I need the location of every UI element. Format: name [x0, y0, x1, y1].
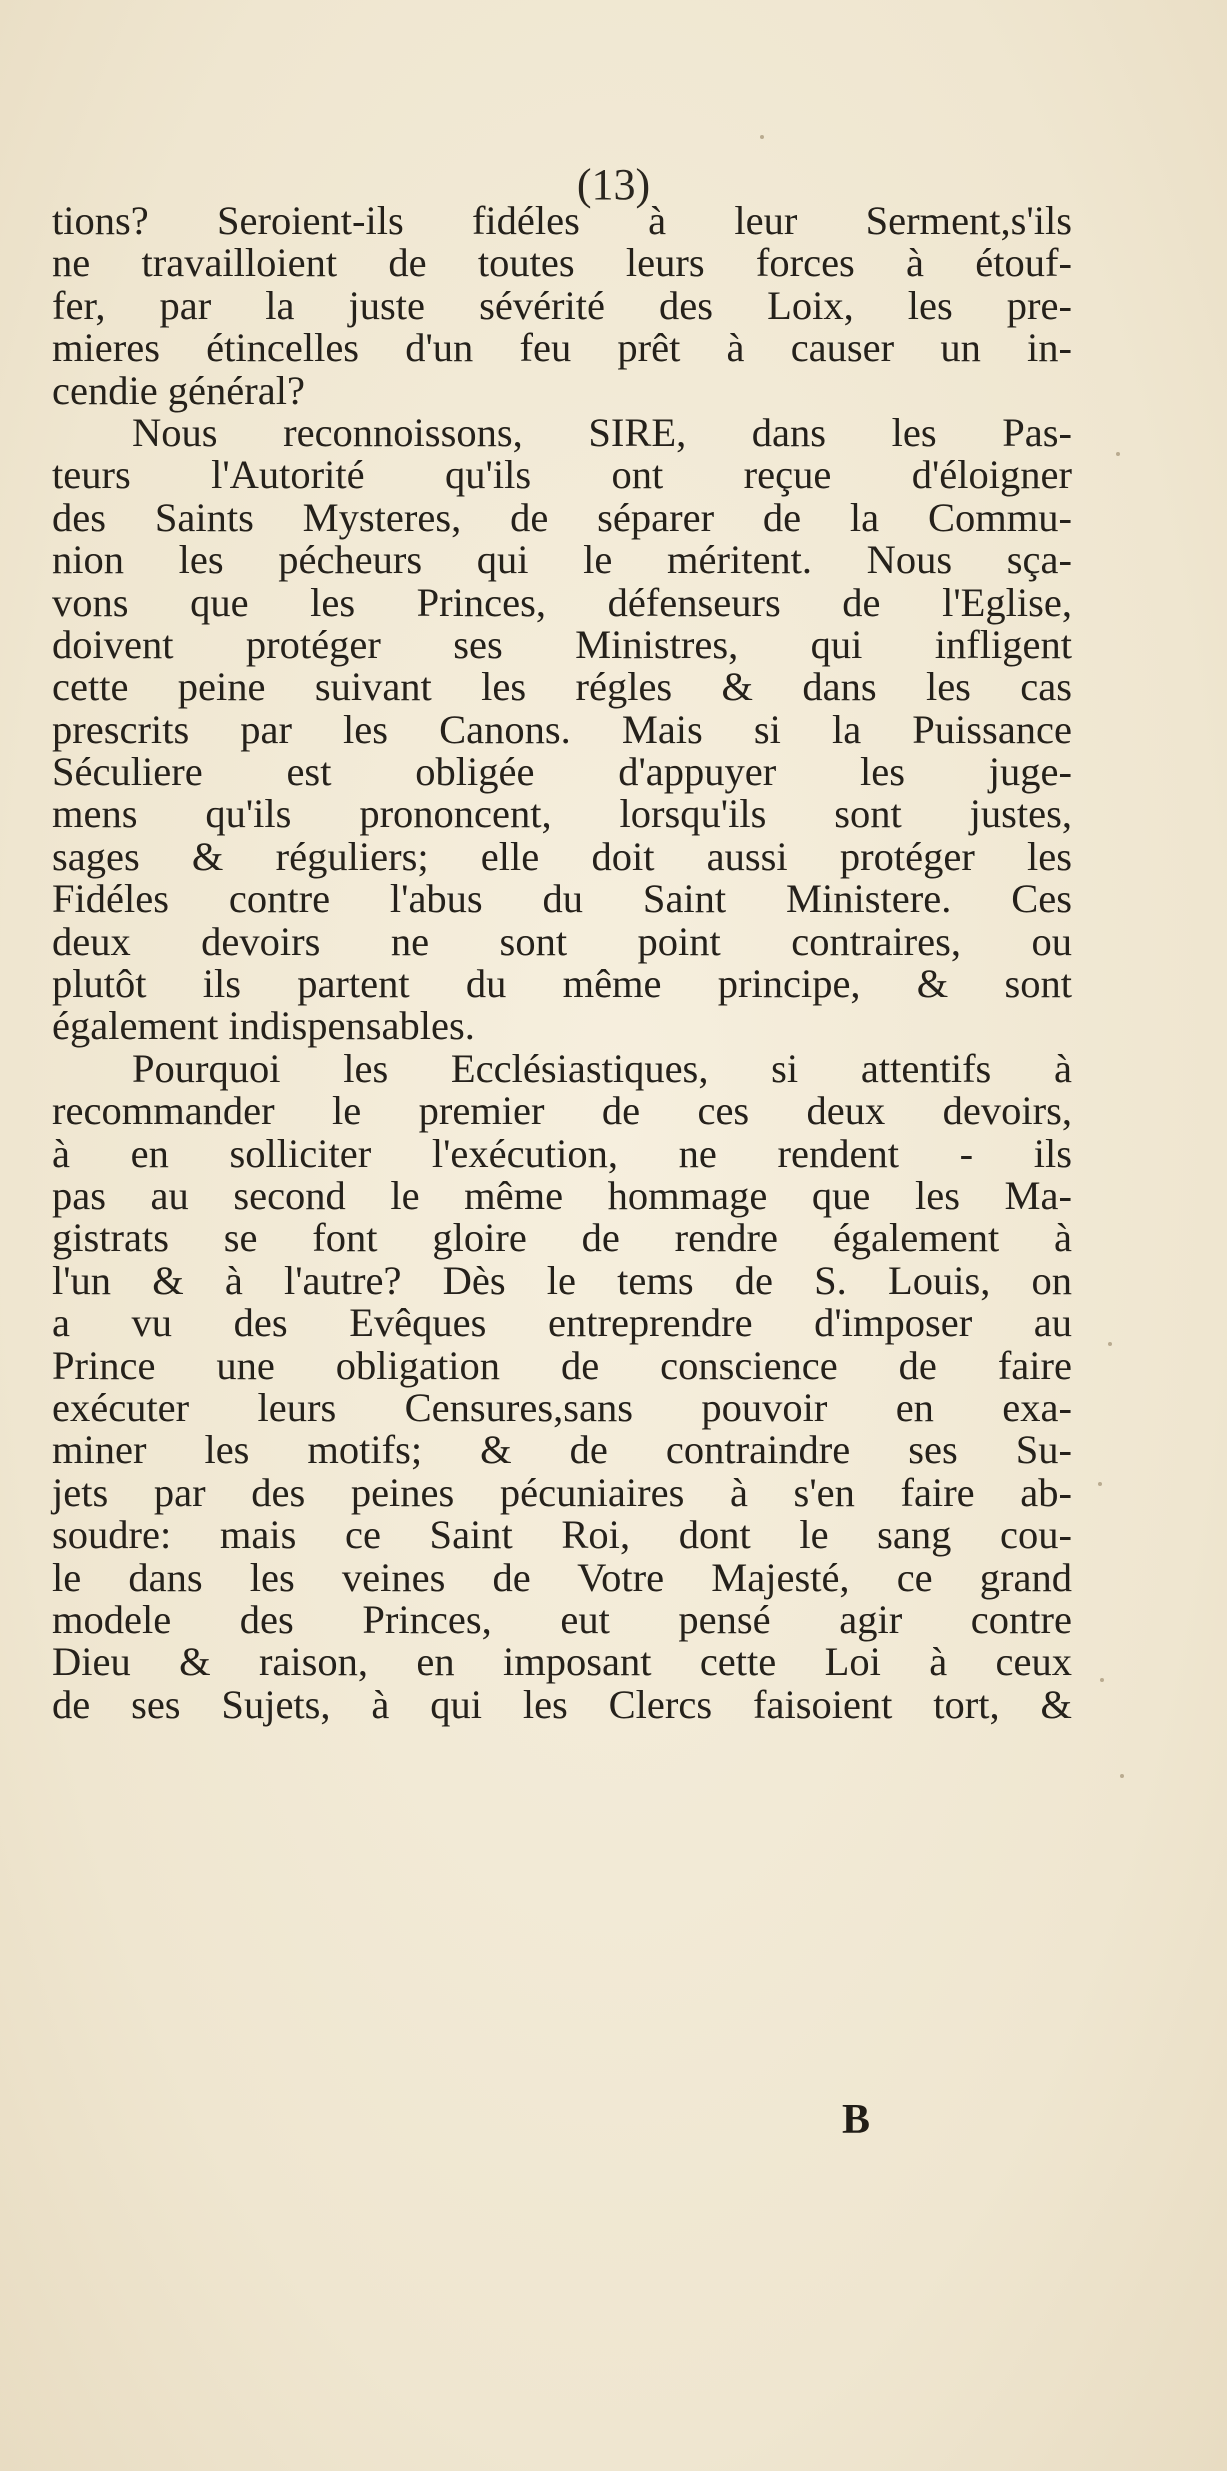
text-line: ne travailloient de toutes leurs forces à étouf-: [52, 240, 1072, 286]
text-line: Séculiere est obligée d'appuyer les juge-: [52, 749, 1072, 795]
page-number: (13): [576, 160, 651, 209]
paper-speck: [1108, 1342, 1112, 1346]
text-line: soudre: mais ce Saint Roi, dont le sang cou-: [52, 1512, 1072, 1558]
text-line: miner les motifs; & de contraindre ses Su-: [52, 1427, 1072, 1473]
text-line: doivent protéger ses Ministres, qui infligent: [52, 621, 1072, 667]
text-line: Prince une obligation de conscience de faire: [52, 1342, 1072, 1388]
text-line: à en solliciter l'exécution, ne rendent - ils: [52, 1130, 1072, 1176]
paper-speck: [1098, 1482, 1102, 1486]
text-line: cette peine suivant les régles & dans les cas: [52, 664, 1072, 710]
text-line: vons que les Princes, défenseurs de l'Eglise,: [52, 579, 1072, 625]
catchword: B: [842, 2097, 871, 2143]
paper-speck: [1116, 452, 1120, 456]
text-line: deux devoirs ne sont point contraires, ou: [52, 918, 1072, 964]
text-line: mens qu'ils prononcent, lorsqu'ils sont justes,: [52, 791, 1072, 837]
text-line: gistrats se font gloire de rendre également à: [52, 1215, 1072, 1261]
text-line: modele des Princes, eut pensé agir contre: [52, 1596, 1072, 1642]
text-line: prescrits par les Canons. Mais si la Puissance: [52, 706, 1072, 752]
text-line: fer, par la juste sévérité des Loix, les pre-: [52, 282, 1072, 328]
text-line: nion les pécheurs qui le méritent. Nous sça-: [52, 537, 1072, 583]
text-line: a vu des Evêques entreprendre d'imposer au: [52, 1300, 1072, 1346]
paper-speck: [1120, 1774, 1124, 1778]
paragraph-start-line: Pourquoi les Ecclésiastiques, si attentifs à: [132, 1045, 1072, 1091]
text-line: l'un & à l'autre? Dès le tems de S. Louis, on: [52, 1257, 1072, 1303]
text-line: mieres étincelles d'un feu prêt à causer un in-: [52, 325, 1072, 371]
body-text: [52, 200, 1072, 1726]
paragraph-start-line: Nous reconnoissons, SIRE, dans les Pas-: [132, 409, 1072, 455]
text-line: exécuter leurs Censures,sans pouvoir en exa-: [52, 1384, 1072, 1430]
text-line: de ses Sujets, à qui les Clercs faisoient tort, &: [52, 1681, 1072, 1727]
text-line: pas au second le même hommage que les Ma-: [52, 1172, 1072, 1218]
text-line: cendie général?: [52, 367, 305, 413]
paper-speck: [1100, 1678, 1104, 1682]
text-line: jets par des peines pécuniaires à s'en faire ab-: [52, 1469, 1072, 1515]
text-line: le dans les veines de Votre Majesté, ce grand: [52, 1554, 1072, 1600]
text-line: sages & réguliers; elle doit aussi protéger les: [52, 833, 1072, 879]
text-line: teurs l'Autorité qu'ils ont reçue d'éloigner: [52, 452, 1072, 498]
text-line: Dieu & raison, en imposant cette Loi à ceux: [52, 1639, 1072, 1685]
text-line: recommander le premier de ces deux devoirs,: [52, 1088, 1072, 1134]
text-line: également indispensables.: [52, 1003, 475, 1049]
text-line: tions? Seroient-ils fidéles à leur Serment,s'ils: [52, 198, 1072, 243]
text-line: plutôt ils partent du même principe, & sont: [52, 961, 1072, 1007]
text-line: des Saints Mysteres, de séparer de la Commu-: [52, 494, 1072, 540]
paper-speck: [760, 135, 764, 139]
text-line: Fidéles contre l'abus du Saint Ministere. Ces: [52, 876, 1072, 922]
